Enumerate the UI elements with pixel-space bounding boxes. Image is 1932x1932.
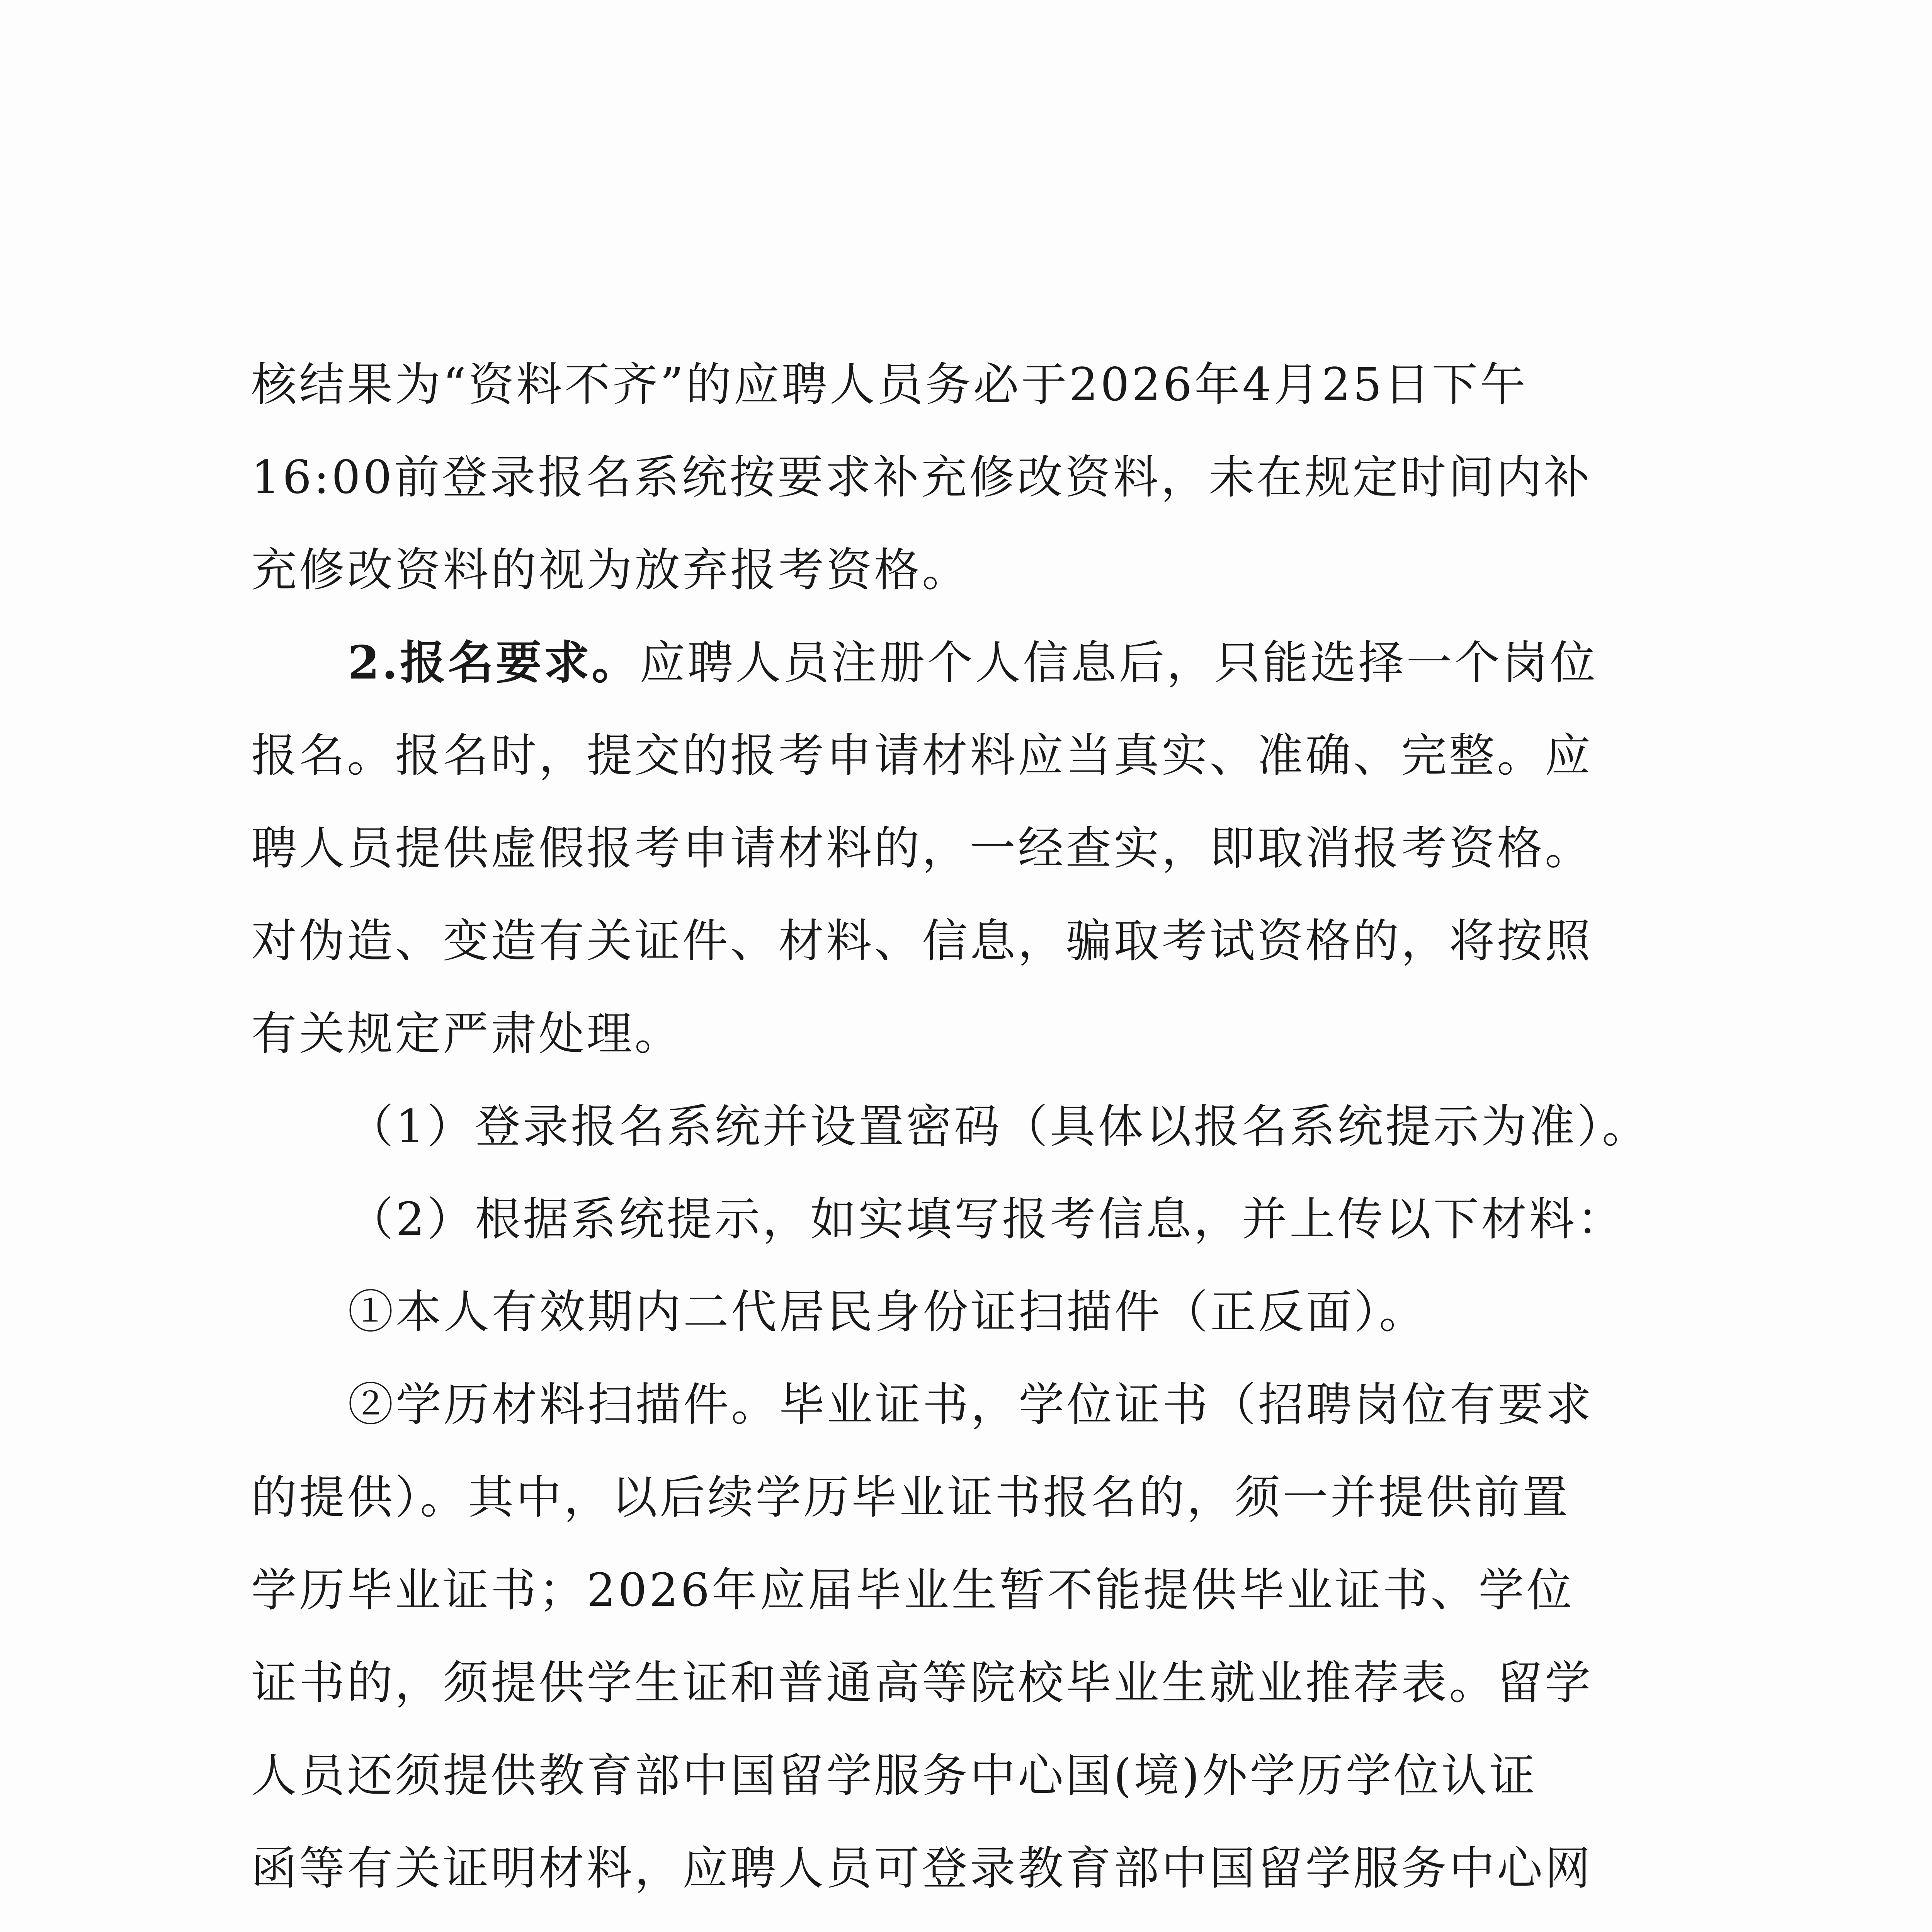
body-line: 充修改资料的视为放弃报考资格。 [251,543,970,597]
body-line: （1）登录报名系统并设置密码（具体以报名系统提示为准）。 [348,1100,1650,1153]
body-line [348,634,1598,692]
body-line: 报名。报名时，提交的报考申请材料应当真实、准确、完整。应 [251,729,1593,782]
body-line: 有关规定严肃处理。 [251,1007,683,1060]
body-line: 对伪造、变造有关证件、材料、信息，骗取考试资格的，将按照 [251,914,1593,968]
body-line: （2）根据系统提示，如实填写报考信息，并上传以下材料： [348,1192,1625,1246]
body-line: ①本人有效期内二代居民身份证扫描件（正反面）。 [348,1285,1427,1338]
body-line: 的提供）。其中，以后续学历毕业证书报名的，须一并提供前置 [251,1471,1570,1524]
body-line: 证书的，须提供学生证和普通高等院校毕业生就业推荐表。留学 [251,1656,1593,1709]
body-text: 应聘人员注册个人信息后，只能选择一个岗位 [639,636,1598,689]
body-line: ②学历材料扫描件。毕业证书，学位证书（招聘岗位有要求 [348,1378,1594,1431]
body-line: 学历毕业证书；2026年应届毕业生暂不能提供毕业证书、学位 [251,1563,1575,1617]
section-heading: 2.报名要求。 [348,636,640,689]
body-line: 16:00前登录报名系统按要求补充修改资料，未在规定时间内补 [251,451,1592,504]
body-line: 聘人员提供虚假报考申请材料的，一经查实，即取消报考资格。 [251,821,1593,875]
body-line: 核结果为“资料不齐”的应聘人员务必于2026年4月25日下午 [251,358,1528,411]
body-line: 人员还须提供教育部中国留学服务中心国(境)外学历学位认证 [251,1749,1537,1802]
body-line: 函等有关证明材料，应聘人员可登录教育部中国留学服务中心网 [251,1842,1593,1895]
